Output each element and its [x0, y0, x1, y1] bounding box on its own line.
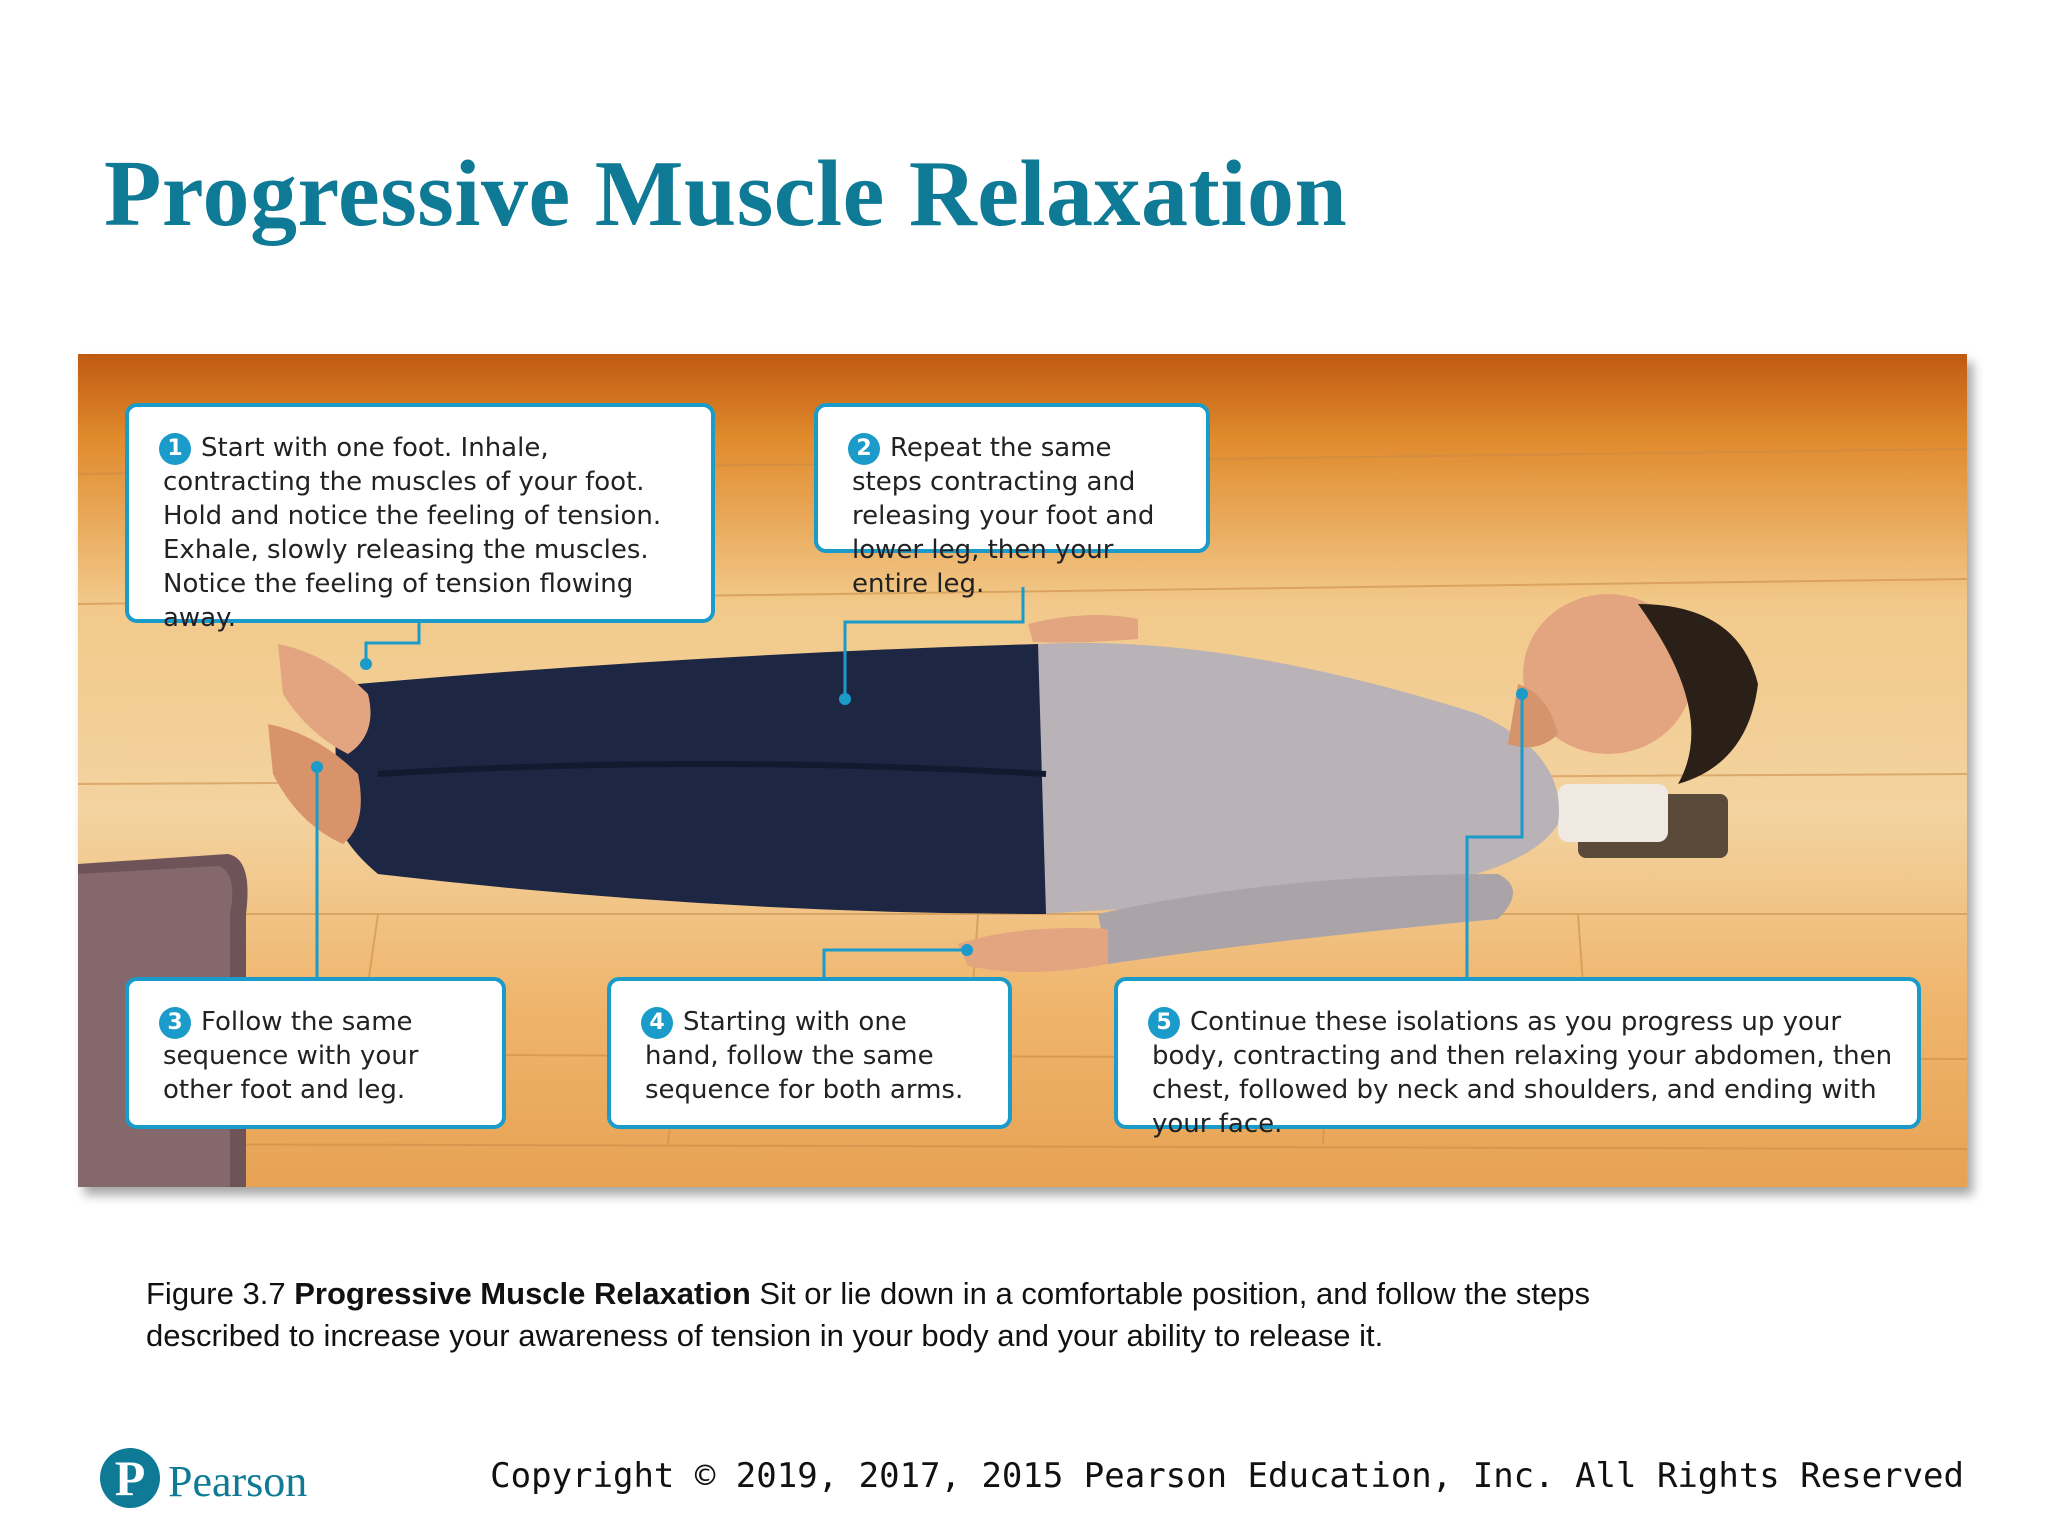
step-number-badge: 1	[159, 433, 191, 465]
step-number-badge: 2	[848, 433, 880, 465]
slide-title: Progressive Muscle Relaxation	[104, 142, 1348, 246]
shirt	[1018, 643, 1559, 914]
callout-step-1	[125, 403, 715, 633]
callout-step-5	[1114, 977, 1921, 1139]
callout-step-4	[607, 977, 1012, 1129]
callout-text: Start with one foot. Inhale, contracting the muscles of your foot. Hold and notice the feeling of tension. Exhale, slowly releasing the muscles. Notice the feeling of tension flowing away.	[163, 433, 662, 633]
callout-text: Follow the same sequence with your other foot and leg.	[163, 1007, 419, 1105]
caption-text: Sit or lie down in a comfortable position, and follow the steps described to increase your awareness of tension in your body and your ability to release it.	[146, 1276, 1590, 1353]
callout-text: Continue these isolations as you progress up your body, contracting and then relaxing your abdomen, then chest, followed by neck and shoulders, and ending with your face.	[1152, 1007, 1893, 1139]
pearson-logo-icon: P	[100, 1448, 160, 1508]
caption-label: Figure 3.7	[146, 1276, 286, 1311]
callout-step-2	[814, 403, 1210, 599]
callout-step-3	[125, 977, 506, 1129]
callout-text: Starting with one hand, follow the same sequence for both arms.	[645, 1007, 964, 1105]
pants	[333, 644, 1046, 914]
step-number-badge: 5	[1148, 1007, 1180, 1039]
brand-name: Pearson	[168, 1457, 308, 1506]
step-number-badge: 4	[641, 1007, 673, 1039]
relaxation-figure	[78, 354, 1967, 1187]
step-number-badge: 3	[159, 1007, 191, 1039]
copyright-notice: Copyright © 2019, 2017, 2015 Pearson Education, Inc. All Rights Reserved	[490, 1456, 1964, 1496]
caption-title: Progressive Muscle Relaxation	[294, 1276, 751, 1311]
callout-text: Repeat the same steps contracting and releasing your foot and lower leg, then your entire leg.	[852, 433, 1155, 599]
hand	[958, 928, 1108, 972]
figure-caption	[146, 1273, 1706, 1357]
